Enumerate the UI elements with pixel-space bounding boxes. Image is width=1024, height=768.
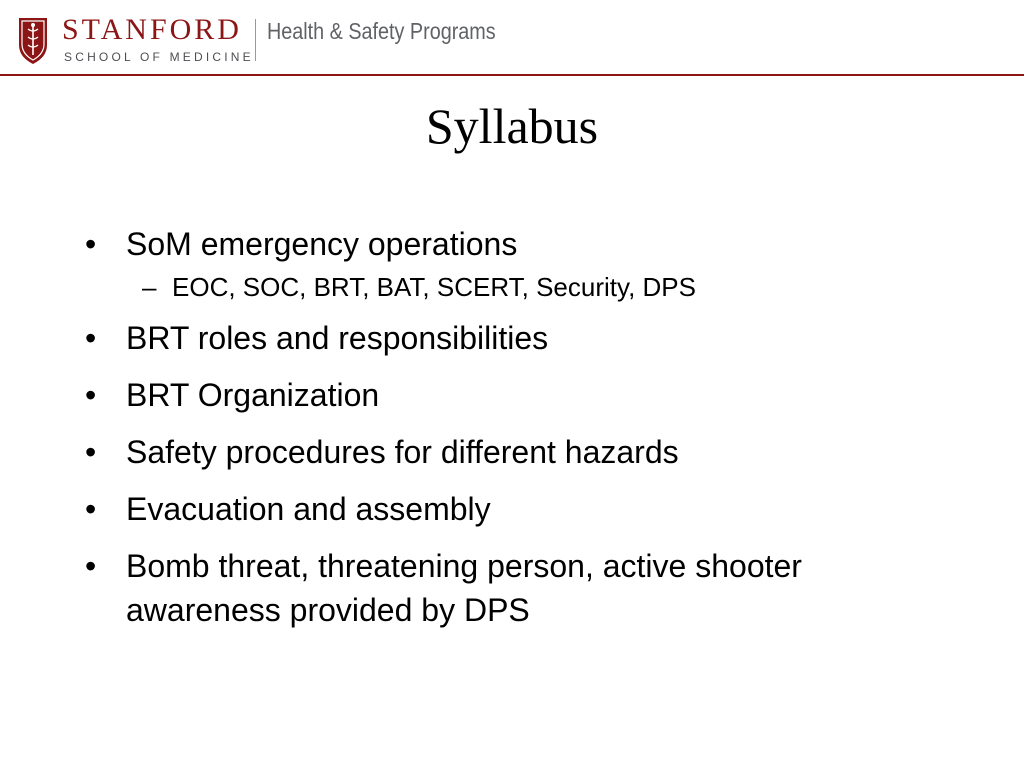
bullet-text: Bomb threat, threatening person, active shooter awareness provided by DPS (126, 548, 802, 628)
bullet-item (85, 373, 965, 417)
bullet-dot-icon: • (85, 377, 97, 413)
school-name: SCHOOL OF MEDICINE (64, 50, 254, 64)
bullet-item (85, 487, 965, 531)
bullet-text: Evacuation and assembly (126, 491, 491, 527)
bullet-text: BRT Organization (126, 377, 380, 413)
bullet-dot-icon: • (85, 320, 97, 356)
sub-bullet-list (126, 270, 965, 304)
dash-bullet-icon: – (142, 272, 157, 302)
bullet-item (85, 316, 965, 360)
sub-bullet-text: EOC, SOC, BRT, BAT, SCERT, Security, DPS (172, 272, 696, 302)
bullet-text: SoM emergency operations (126, 226, 518, 262)
stanford-wordmark: STANFORD (62, 13, 242, 46)
bullet-dot-icon: • (85, 226, 97, 262)
bullet-dot-icon: • (85, 434, 97, 470)
bullet-text: BRT roles and responsibilities (126, 320, 549, 356)
header-divider (255, 19, 256, 61)
bullet-item (85, 430, 965, 474)
bullet-dot-icon: • (85, 491, 97, 527)
stanford-seal-icon (18, 17, 48, 65)
bullet-text: Safety procedures for different hazards (126, 434, 679, 470)
program-name: Health & Safety Programs (267, 18, 496, 44)
slide-title: Syllabus (425, 98, 599, 154)
sub-bullet-item (126, 270, 965, 304)
bullet-dot-icon: • (85, 548, 97, 584)
bullet-item (85, 222, 965, 304)
header-rule (0, 74, 1024, 76)
bullet-item (85, 544, 965, 632)
slide-header (0, 0, 1024, 76)
bullet-list (85, 222, 965, 645)
